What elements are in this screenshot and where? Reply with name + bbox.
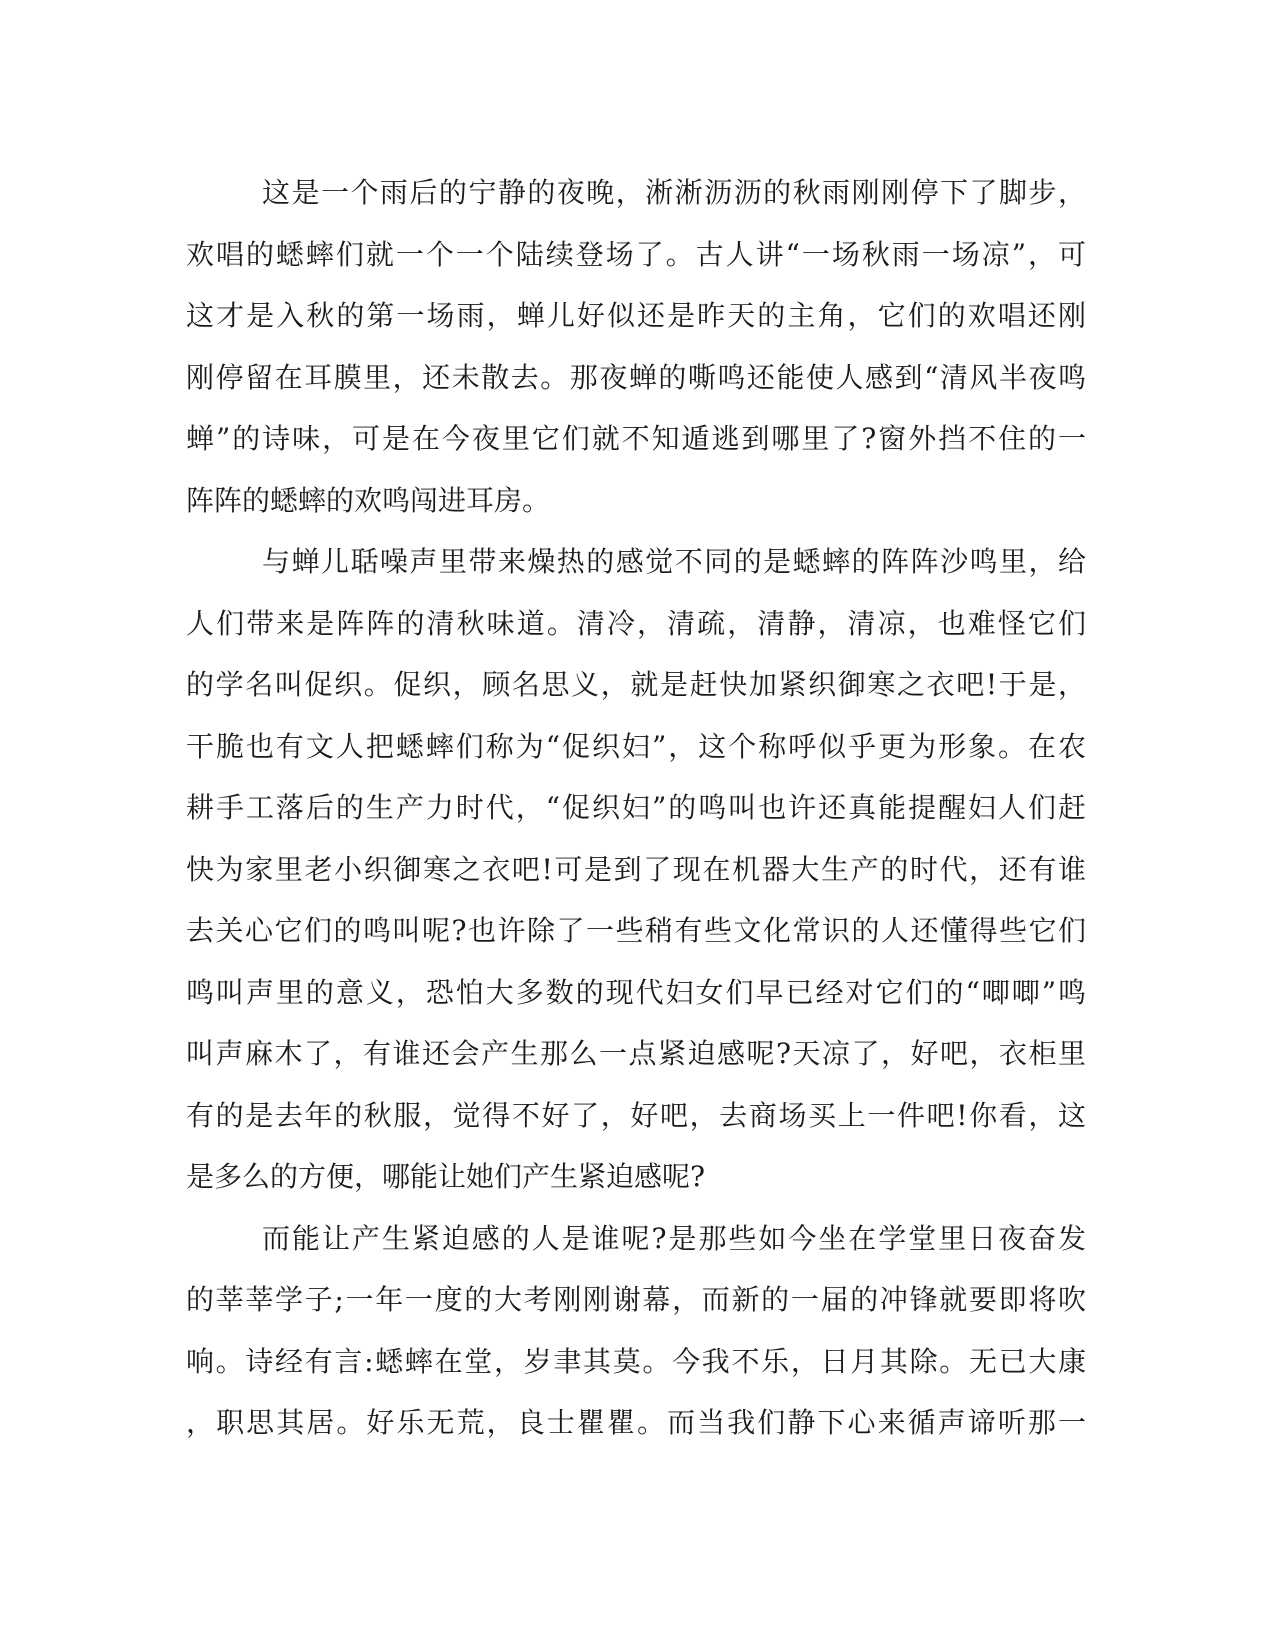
paragraph-2-line-8: 鸣叫声里的意义，恐怕大多数的现代妇女们早已经对它们的“唧唧”鸣 [186, 975, 1086, 1009]
paragraph-3-line-2: 的莘莘学子;一年一度的大考刚刚谢幕，而新的一届的冲锋就要即将吹 [186, 1283, 1086, 1316]
paragraph-2-line-9: 叫声麻木了，有谁还会产生那么一点紧迫感呢?天凉了，好吧，衣柜里 [186, 1037, 1086, 1070]
paragraph-1-line-2: 欢唱的蟋蟀们就一个一个陆续登场了。古人讲“一场秋雨一场凉”，可 [186, 237, 1086, 271]
paragraph-3-line-3: 响。诗经有言:蟋蟀在堂，岁聿其莫。今我不乐，日月其除。无已大康 [186, 1344, 1086, 1378]
paragraph-2-line-3: 的学名叫促织。促织，顾名思义，就是赶快加紧织御寒之衣吧!于是， [186, 668, 1086, 701]
paragraph-2-line-11: 是多么的方便，哪能让她们产生紧迫感呢? [186, 1160, 706, 1193]
paragraph-2-line-2: 人们带来是阵阵的清秋味道。清冷，清疏，清静，清凉，也难怪它们 [186, 606, 1086, 640]
article-body [186, 162, 1086, 1454]
paragraph-3-line-1: 而能让产生紧迫感的人是谁呢?是那些如今坐在学堂里日夜奋发 [262, 1221, 1086, 1255]
paragraph-2-line-5: 耕手工落后的生产力时代，“促织妇”的鸣叫也许还真能提醒妇人们赶 [186, 791, 1086, 824]
paragraph-2-line-4: 干脆也有文人把蟋蟀们称为“促织妇”，这个称呼似乎更为形象。在农 [186, 729, 1086, 763]
paragraph-1-line-6: 阵阵的蟋蟀的欢鸣闯进耳房。 [186, 483, 551, 517]
paragraph-3-line-4: ，职思其居。好乐无荒，良士瞿瞿。而当我们静下心来循声谛听那一 [186, 1406, 1086, 1439]
paragraph-1-line-1: 这是一个雨后的宁静的夜晚，淅淅沥沥的秋雨刚刚停下了脚步， [262, 176, 1086, 209]
paragraph-2-line-10: 有的是去年的秋服，觉得不好了，好吧，去商场买上一件吧!你看，这 [186, 1098, 1086, 1132]
paragraph-1-line-5: 蝉”的诗味，可是在今夜里它们就不知遁逃到哪里了?窗外挡不住的一 [186, 422, 1086, 455]
paragraph-2-line-6: 快为家里老小织御寒之衣吧!可是到了现在机器大生产的时代，还有谁 [186, 852, 1086, 886]
paragraph-1-line-4: 刚停留在耳膜里，还未散去。那夜蝉的嘶鸣还能使人感到“清风半夜鸣 [186, 360, 1086, 394]
paragraph-2-line-1: 与蝉儿聒噪声里带来燥热的感觉不同的是蟋蟀的阵阵沙鸣里，给 [262, 545, 1086, 578]
paragraph-1-line-3: 这才是入秋的第一场雨，蝉儿好似还是昨天的主角，它们的欢唱还刚 [186, 299, 1086, 332]
paragraph-2-line-7: 去关心它们的鸣叫呢?也许除了一些稍有些文化常识的人还懂得些它们 [186, 914, 1086, 947]
